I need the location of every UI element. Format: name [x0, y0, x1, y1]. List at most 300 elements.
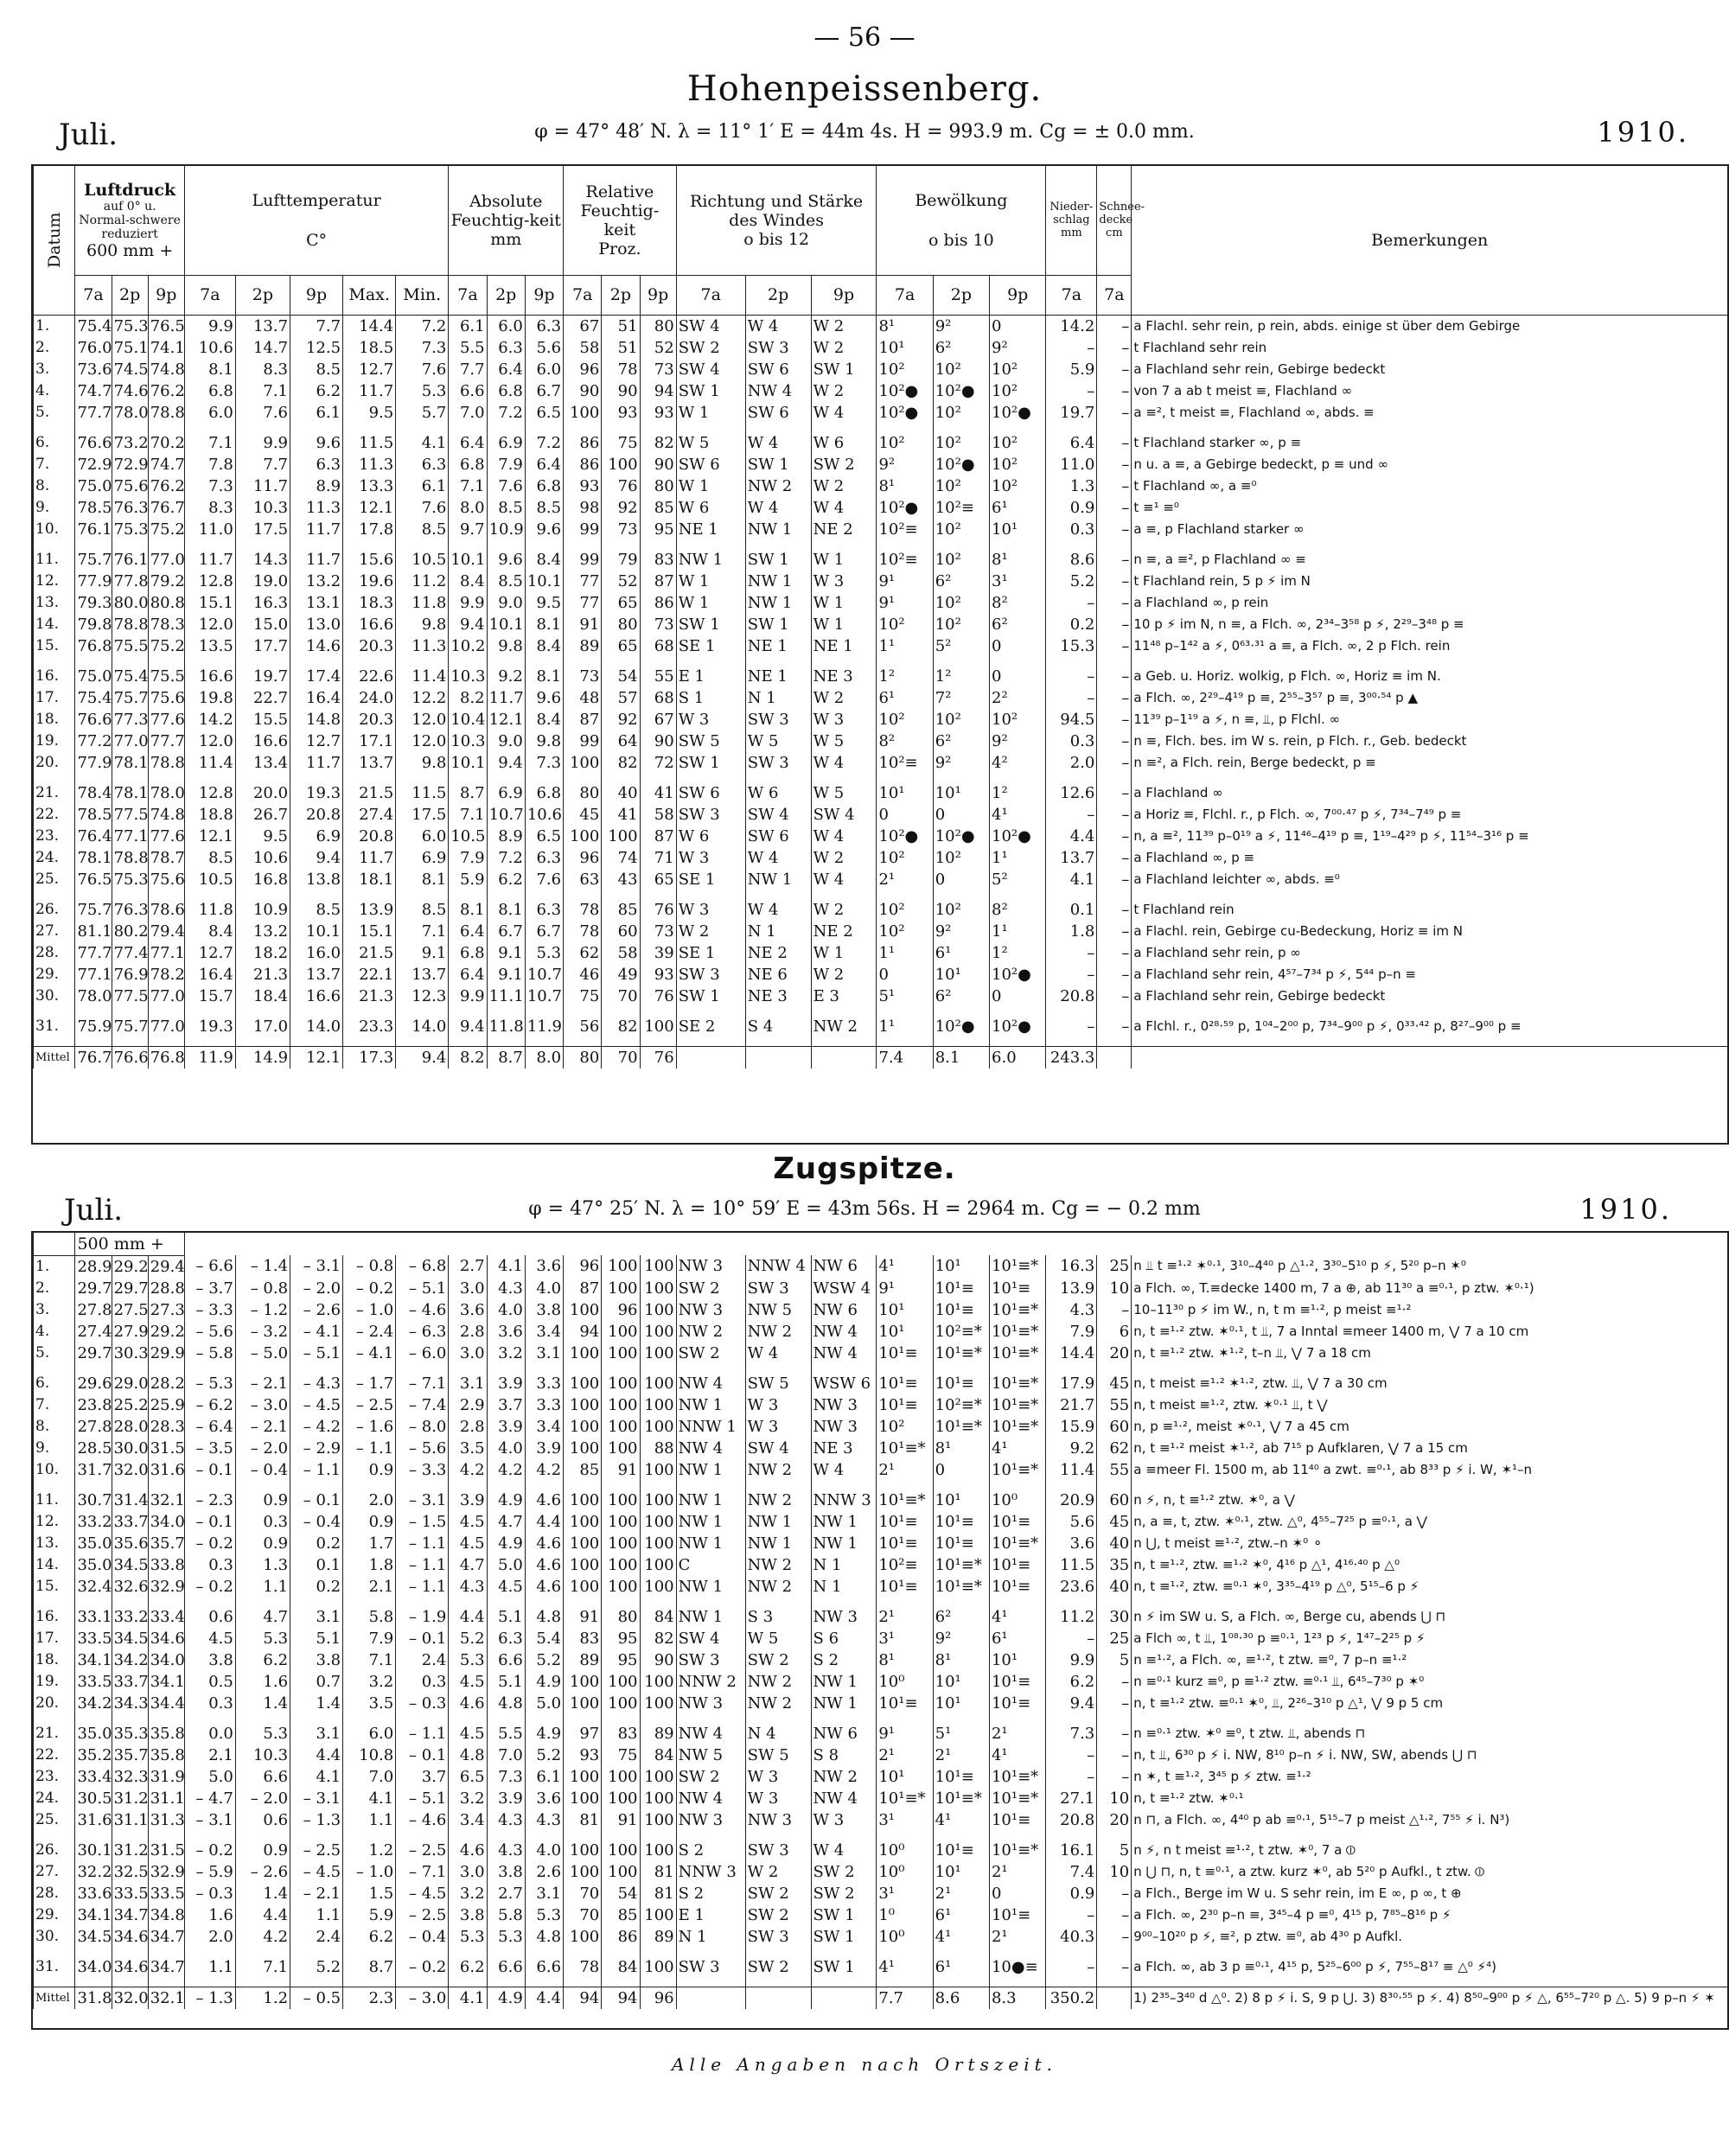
cloud-9p: 10¹≡*: [989, 1533, 1045, 1554]
temp-7a: 0.6: [184, 1606, 235, 1628]
table-row: [34, 1628, 1728, 1649]
day-cell: 27.: [34, 1861, 75, 1883]
wind-2p: SW 3: [745, 752, 811, 774]
spacer-cell: [676, 1364, 745, 1373]
rel-hum-2p: 100: [602, 826, 640, 847]
spacer-cell: [564, 890, 602, 899]
rel-hum-2p: 57: [602, 687, 640, 709]
abs-hum-7a: 8.2: [449, 687, 487, 709]
temp-max: – 0.2: [343, 1278, 396, 1299]
pressure-2p: 77.0: [112, 730, 148, 752]
table-row: [34, 1299, 1728, 1321]
temp-max: – 2.4: [343, 1321, 396, 1343]
abs-hum-2p: 6.6: [487, 1649, 525, 1671]
pressure-2p: 32.0: [112, 1987, 148, 2009]
day-cell: 2.: [34, 1278, 75, 1299]
day-cell: 19.: [34, 730, 75, 752]
pressure-7a: 30.1: [75, 1840, 112, 1861]
wind-7a: NW 3: [676, 1693, 745, 1714]
spacer-cell: [640, 1481, 676, 1489]
spacer-cell: [525, 1481, 563, 1489]
spacer-cell: [343, 1598, 396, 1606]
col-rel-humidity: [564, 166, 677, 275]
rel-hum-7a: 100: [564, 826, 602, 847]
cloud-7a: 8¹: [877, 475, 933, 497]
temp-7a: 12.8: [184, 782, 235, 804]
spacer-cell: [525, 1948, 563, 1956]
spacer-cell: [877, 657, 933, 666]
remarks-cell: a Flchl. r., 0²⁸·⁵⁹ p, 1⁰⁴–2⁰⁰ p, 7³⁴–9⁰⁰ p ⚡, 0³³·⁴² p, 8²⁷–9⁰⁰ p ≡: [1132, 1016, 1727, 1037]
cloud-9p: 8.3: [989, 1987, 1045, 2009]
snow-cell: –: [1097, 1926, 1132, 1948]
spacer-cell: [1132, 1598, 1727, 1606]
abs-hum-2p: 9.6: [487, 549, 525, 571]
table-row: [34, 497, 1728, 519]
pressure-2p: 33.5: [112, 1883, 148, 1904]
remarks-cell: n, a ≡, t, ztw. ✶⁰·¹, ztw. △⁰, 4⁵⁵–7²⁵ p ≡⁰·¹, a ⋁: [1132, 1511, 1727, 1533]
spacer-cell: [990, 1007, 1046, 1016]
spacer-cell: [343, 1481, 396, 1489]
h-r7: 7a: [564, 275, 602, 315]
rel-hum-9p: 68: [640, 687, 676, 709]
cloud-9p: 3¹: [990, 571, 1046, 592]
temp-2p: 14.9: [235, 1046, 290, 1068]
temp-7a: 12.0: [184, 730, 235, 752]
cloud-2p: 10²: [933, 592, 989, 614]
cloud-7a: 9¹: [877, 571, 933, 592]
table-row: [34, 666, 1728, 687]
day-cell: 19.: [34, 1671, 75, 1693]
pressure-2p: 35.6: [112, 1533, 148, 1554]
cloud-7a: 1¹: [877, 942, 933, 964]
temp-min: – 2.5: [396, 1904, 449, 1926]
spacer-cell: [112, 890, 148, 899]
spacer-cell: [75, 657, 112, 666]
temp-7a: 0.3: [184, 1693, 235, 1714]
spacer-cell: [745, 1481, 811, 1489]
rel-hum-7a: 100: [564, 1299, 602, 1321]
cloud-2p: 1²: [933, 666, 989, 687]
h-a2: 2p: [487, 275, 525, 315]
snow-cell: –: [1097, 709, 1132, 730]
abs-hum-7a: 2.7: [449, 1255, 487, 1278]
rel-hum-2p: 100: [602, 1489, 640, 1511]
temp-max: 12.1: [343, 497, 396, 519]
pressure-7a: 78.4: [75, 782, 112, 804]
remarks-cell: 11³⁹ p–1¹⁹ a ⚡, n ≡, ⫫, p Flchl. ∞: [1132, 709, 1727, 730]
snow-cell: –: [1097, 1956, 1132, 1978]
cloud-7a: 10²: [877, 921, 933, 942]
remarks-cell: a Horiz ≡, Flchl. r., p Flch. ∞, 7⁰⁰·⁴⁷ p ⚡, 7³⁴–7⁴⁹ p ≡: [1132, 804, 1727, 826]
remarks-cell: a Flachland sehr rein, 4⁵⁷–7³⁴ p ⚡, 5⁴⁴ p–n ≡: [1132, 964, 1727, 986]
cloud-2p: 10²●: [933, 826, 989, 847]
temp-7a: 11.7: [184, 549, 235, 571]
abs-hum-2p: 9.8: [487, 635, 525, 657]
wind-9p: N 1: [811, 1554, 877, 1576]
wind-2p: W 4: [745, 847, 811, 869]
cloud-label: Bewölkung: [915, 190, 1008, 210]
abs-hum-7a: 5.3: [449, 1926, 487, 1948]
abs-hum-9p: 5.3: [525, 942, 563, 964]
temp-2p: 13.2: [235, 921, 290, 942]
temp-9p: 11.7: [290, 519, 343, 540]
wind-2p: SW 3: [745, 337, 811, 359]
pressure-9p: 35.7: [148, 1533, 184, 1554]
abs-hum-7a: 5.9: [449, 869, 487, 890]
spacer-cell: [75, 1037, 112, 1047]
snow-cell: –: [1097, 359, 1132, 380]
temp-max: 17.1: [343, 730, 396, 752]
precip-cell: 13.7: [1046, 847, 1097, 869]
spacer-row: [34, 890, 1728, 899]
pressure-9p: 78.8: [148, 752, 184, 774]
table-row: [34, 899, 1728, 921]
spacer-cell: [290, 424, 343, 432]
wind-2p: SW 4: [745, 804, 811, 826]
temp-min: – 8.0: [396, 1416, 449, 1438]
cloud-2p: 8¹: [933, 1438, 989, 1459]
abs-hum-7a: 6.4: [449, 432, 487, 454]
pressure-9p: 80.8: [148, 592, 184, 614]
temp-min: 7.6: [396, 359, 449, 380]
wind-2p: SW 3: [745, 1840, 811, 1861]
temp-9p: – 4.5: [290, 1394, 343, 1416]
abs-hum-7a: 9.9: [449, 986, 487, 1007]
pressure-2p: 32.5: [112, 1861, 148, 1883]
temp-min: 8.5: [396, 899, 449, 921]
rel-hum-9p: 41: [640, 782, 676, 804]
snow-cell: [1097, 1046, 1132, 1068]
pressure-7a: 78.1: [75, 847, 112, 869]
spacer-cell: [745, 1948, 811, 1956]
remarks-cell: 11⁴⁸ p–1⁴² a ⚡, 0⁶³·³¹ a ≡, a Flch. ∞, 2 p Flch. rein: [1132, 635, 1727, 657]
spacer-cell: [1132, 774, 1727, 782]
wind-2p: SW 6: [745, 359, 811, 380]
remarks-cell: 1) 2³⁵–3⁴⁰ d △⁰. 2) 8 p ⚡ i. S, 9 p ⋃. 3) 8³⁰·⁵⁵ p ⚡. 4) 8⁵⁰–9⁰⁰ p ⚡ △, 6⁵⁵–7²⁰ p △. 5) 9 p–n ⚡ ✶: [1132, 1987, 1727, 2009]
temp-max: 11.7: [343, 847, 396, 869]
wind-7a: NE 1: [676, 519, 745, 540]
wind-2p: N 4: [745, 1723, 811, 1745]
cloud-2p: 5²: [933, 635, 989, 657]
day-cell: 24.: [34, 847, 75, 869]
mean-row: [34, 1987, 1728, 2009]
temp-max: 5.8: [343, 1606, 396, 1628]
abs-hum-7a: 8.7: [449, 782, 487, 804]
pressure-2p: 73.2: [112, 432, 148, 454]
spacer-cell: [602, 1978, 640, 1987]
spacer-cell: [877, 890, 933, 899]
temp-max: 27.4: [343, 804, 396, 826]
rel-hum-7a: 100: [564, 1489, 602, 1511]
temp-max: 24.0: [343, 687, 396, 709]
wind-2p: SW 2: [745, 1649, 811, 1671]
snow-cell: –: [1097, 730, 1132, 752]
precip-cell: 7.4: [1046, 1861, 1097, 1883]
abs-hum-2p: 8.7: [487, 1046, 525, 1068]
spacer-cell: [235, 657, 290, 666]
day-cell: 31.: [34, 1956, 75, 1978]
wind-9p: W 2: [811, 315, 877, 337]
remarks-cell: n ⚡, n, t ≡¹·² ztw. ✶⁰, a ⋁: [1132, 1489, 1727, 1511]
temp-min: 7.3: [396, 337, 449, 359]
abs-unit: mm: [490, 229, 522, 249]
wind-7a: SW 3: [676, 804, 745, 826]
day-cell: 18.: [34, 1649, 75, 1671]
precip-cell: 0.3: [1046, 519, 1097, 540]
spacer-cell: [487, 1978, 525, 1987]
temp-2p: 0.6: [235, 1809, 290, 1831]
spacer-cell: [640, 657, 676, 666]
pressure-7a: 35.0: [75, 1554, 112, 1576]
wind-9p: NW 4: [811, 1788, 877, 1809]
spacer-cell: [449, 1598, 487, 1606]
temp-2p: 16.8: [235, 869, 290, 890]
spacer-cell: [449, 424, 487, 432]
precip-cell: –: [1046, 1956, 1097, 1978]
rel-hum-2p: 70: [602, 986, 640, 1007]
h-p9: 9p: [148, 275, 184, 315]
abs-hum-9p: 5.2: [525, 1649, 563, 1671]
snow-cell: –: [1097, 826, 1132, 847]
spacer-cell: [290, 1481, 343, 1489]
temp-9p: 6.2: [290, 380, 343, 402]
spacer-cell: [1132, 657, 1727, 666]
abs-hum-9p: 6.3: [525, 899, 563, 921]
rel-hum-2p: 70: [602, 1046, 640, 1068]
cloud-2p: 9²: [933, 921, 989, 942]
wind-7a: SW 4: [676, 359, 745, 380]
precip-cell: 11.2: [1046, 1606, 1097, 1628]
spacer-cell: [184, 657, 235, 666]
pressure-2p: 31.2: [112, 1788, 148, 1809]
cloud-9p: 10²: [990, 432, 1046, 454]
temp-9p: 8.5: [290, 899, 343, 921]
cloud-7a: 2¹: [877, 1745, 933, 1766]
cloud-7a: 10⁰: [877, 1926, 933, 1948]
spacer-cell: [1097, 1364, 1132, 1373]
temp-9p: 8.5: [290, 359, 343, 380]
rel-hum-2p: 100: [602, 1788, 640, 1809]
rel-hum-2p: 100: [602, 1554, 640, 1576]
abs-hum-7a: 7.1: [449, 475, 487, 497]
temp-max: 1.2: [343, 1840, 396, 1861]
temp-min: 8.1: [396, 869, 449, 890]
rel-hum-9p: 100: [640, 1956, 676, 1978]
spacer-cell: [877, 1831, 933, 1840]
cloud-9p: 10¹≡*: [989, 1766, 1045, 1788]
temp-max: 0.9: [343, 1511, 396, 1533]
temp-9p: 14.0: [290, 1016, 343, 1037]
temp-7a: 19.3: [184, 1016, 235, 1037]
temp-7a: 9.9: [184, 315, 235, 337]
spacer-cell: [75, 1948, 112, 1956]
spacer-cell: [745, 1598, 811, 1606]
wind-9p: W 4: [811, 869, 877, 890]
precip-cell: 16.1: [1046, 1840, 1097, 1861]
snow-cell: 10: [1097, 1861, 1132, 1883]
table-row: [34, 986, 1728, 1007]
abs-hum-2p: 9.0: [487, 730, 525, 752]
wind-2p: SW 5: [745, 1373, 811, 1394]
temp-max: 7.9: [343, 1628, 396, 1649]
pressure-9p: 32.9: [148, 1861, 184, 1883]
pressure-9p: 77.7: [148, 730, 184, 752]
wind-7a: [676, 1046, 745, 1068]
wind-7a: NW 3: [676, 1299, 745, 1321]
temp-2p: 15.0: [235, 614, 290, 635]
col-lufttemp: [184, 166, 449, 275]
temp-2p: 9.5: [235, 826, 290, 847]
snow-cell: –: [1097, 921, 1132, 942]
day-cell: 17.: [34, 687, 75, 709]
rel-hum-9p: 52: [640, 337, 676, 359]
day-cell: 22.: [34, 804, 75, 826]
pressure-9p: 34.0: [148, 1649, 184, 1671]
abs-hum-7a: 3.0: [449, 1278, 487, 1299]
rel-hum-9p: 100: [640, 1343, 676, 1364]
temp-2p: 6.2: [235, 1649, 290, 1671]
temp-9p: – 2.0: [290, 1278, 343, 1299]
table-row: [34, 1693, 1728, 1714]
cloud-9p: 8¹: [990, 549, 1046, 571]
day-cell: 1.: [34, 1255, 75, 1278]
wind-7a: NW 4: [676, 1723, 745, 1745]
spacer-cell: [602, 1948, 640, 1956]
col-luftdruck: [75, 166, 184, 275]
rel-hum-2p: 100: [602, 1693, 640, 1714]
pressure-7a: 77.7: [75, 942, 112, 964]
day-cell: 11.: [34, 1489, 75, 1511]
abs-hum-7a: 10.3: [449, 730, 487, 752]
cloud-9p: 10¹≡*: [989, 1840, 1045, 1861]
temp-min: – 7.1: [396, 1373, 449, 1394]
pressure-9p: 34.0: [148, 1511, 184, 1533]
remarks-cell: 10 p ⚡ im N, n ≡, a Flch. ∞, 2³⁴–3⁵⁸ p ⚡, 2²⁹–3⁴⁸ p ≡: [1132, 614, 1727, 635]
temp-min: – 1.1: [396, 1554, 449, 1576]
spacer-cell: [290, 774, 343, 782]
rel-hum-9p: 100: [640, 1693, 676, 1714]
wind-2p: SW 6: [745, 826, 811, 847]
spacer-cell: [933, 1978, 989, 1987]
remarks-cell: [1132, 1046, 1727, 1068]
wind-9p: W 4: [811, 1459, 877, 1481]
wind-7a: NW 1: [676, 1576, 745, 1598]
pressure-7a: 28.5: [75, 1438, 112, 1459]
spacer-cell: [933, 424, 989, 432]
precip-cell: –: [1046, 380, 1097, 402]
pressure-9p: 28.8: [148, 1278, 184, 1299]
temp-2p: 4.7: [235, 1606, 290, 1628]
remarks-cell: n, t ≡¹·² ztw. ✶⁰·¹, t ⫫, 7 a Inntal ≡meer 1400 m, ⋁ 7 a 10 cm: [1132, 1321, 1727, 1343]
temp-9p: – 4.1: [290, 1321, 343, 1343]
table-row: [34, 1459, 1728, 1481]
spacer-cell: [877, 1007, 933, 1016]
abs-hum-9p: 4.6: [525, 1554, 563, 1576]
spacer-cell: [75, 1007, 112, 1016]
pressure-2p: 77.4: [112, 942, 148, 964]
pressure-9p: 76.2: [148, 475, 184, 497]
pressure-9p: 75.6: [148, 687, 184, 709]
day-cell: 25.: [34, 869, 75, 890]
abs-hum-2p: 4.3: [487, 1809, 525, 1831]
temp-7a: – 0.2: [184, 1533, 235, 1554]
spacer-cell: [396, 540, 449, 549]
temp-min: 5.3: [396, 380, 449, 402]
wind-9p: S 2: [811, 1649, 877, 1671]
wind-7a: W 1: [676, 571, 745, 592]
abs-hum-9p: 6.5: [525, 826, 563, 847]
rel-hum-7a: 100: [564, 402, 602, 424]
wind-7a: SW 2: [676, 337, 745, 359]
snow-cell: –: [1097, 614, 1132, 635]
h-s7: 7a: [1097, 275, 1132, 315]
precip-cell: 19.7: [1046, 402, 1097, 424]
snow-cell: 62: [1097, 1438, 1132, 1459]
pressure-9p: 33.5: [148, 1883, 184, 1904]
pressure-9p: 77.0: [148, 1016, 184, 1037]
temp-min: – 0.4: [396, 1926, 449, 1948]
spacer-cell: [989, 1598, 1045, 1606]
wind-7a: E 1: [676, 1904, 745, 1926]
remarks-cell: a ≡, p Flachland starker ∞: [1132, 519, 1727, 540]
pressure-2p: 75.3: [112, 519, 148, 540]
day-cell: 14.: [34, 1554, 75, 1576]
pressure-9p: 76.7: [148, 497, 184, 519]
cloud-9p: 4¹: [989, 1745, 1045, 1766]
day-cell: 27.: [34, 921, 75, 942]
rel-hum-7a: 86: [564, 432, 602, 454]
rel-hum-2p: 43: [602, 869, 640, 890]
spacer-cell: [640, 424, 676, 432]
temp-2p: – 1.2: [235, 1299, 290, 1321]
pressure-2p: 27.5: [112, 1299, 148, 1321]
pressure-9p: 25.9: [148, 1394, 184, 1416]
temp-2p: 0.9: [235, 1533, 290, 1554]
wind-9p: SW 1: [811, 1926, 877, 1948]
abs-hum-2p: 11.8: [487, 1016, 525, 1037]
spacer-row: [34, 774, 1728, 782]
spacer-cell: [811, 540, 877, 549]
luftdruck-sub: auf 0° u. Normal-schwere reduziert: [79, 199, 181, 241]
temp-2p: 4.4: [235, 1904, 290, 1926]
temp-min: 5.7: [396, 402, 449, 424]
temp-max: 2.1: [343, 1576, 396, 1598]
spacer-cell: [235, 1037, 290, 1047]
rel-hum-9p: 90: [640, 454, 676, 475]
remarks-cell: n ⊓, a Flch. ∞, 4⁴⁰ p ab ≡⁰·¹, 5¹⁵–7 p meist △¹·², 7⁵⁵ ⚡ i. N³): [1132, 1809, 1727, 1831]
temp-7a: 11.9: [184, 1046, 235, 1068]
abs-hum-9p: 7.2: [525, 432, 563, 454]
cloud-7a: 1¹: [877, 1016, 933, 1037]
temp-7a: 0.3: [184, 1554, 235, 1576]
spacer-cell: [877, 540, 933, 549]
remarks-cell: n, p ≡¹·², meist ✶⁰·¹, ⋁ 7 a 45 cm: [1132, 1416, 1727, 1438]
remarks-cell: a Flch., Berge im W u. S sehr rein, im E ∞, p ∞, t ⊕: [1132, 1883, 1727, 1904]
precip-cell: –: [1046, 666, 1097, 687]
precip-cell: 9.9: [1046, 1649, 1097, 1671]
precip-cell: 7.3: [1046, 1723, 1097, 1745]
precip-cell: –: [1046, 942, 1097, 964]
remarks-cell: a Flch. ∞, 2³⁰ p–n ≡, 3⁴⁵–4 p ≡⁰, 4¹⁵ p, 7⁸⁵–8¹⁶ p ⚡: [1132, 1904, 1727, 1926]
pressure-7a: 33.5: [75, 1671, 112, 1693]
abs-hum-2p: 4.0: [487, 1438, 525, 1459]
spacer-cell: [933, 774, 989, 782]
rel-hum-9p: 73: [640, 359, 676, 380]
day-cell: 4.: [34, 1321, 75, 1343]
cloud-2p: 10¹: [933, 1861, 989, 1883]
abs-hum-9p: 5.6: [525, 337, 563, 359]
abs-hum-2p: 9.0: [487, 592, 525, 614]
